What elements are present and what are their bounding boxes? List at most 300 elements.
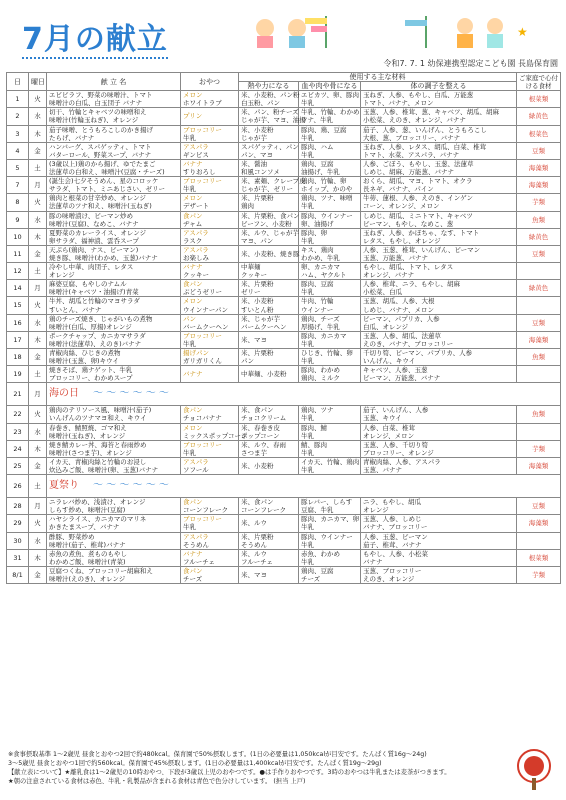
cell-day <box>7 566 29 583</box>
cell-weekday <box>29 331 47 348</box>
cell-heat <box>239 549 299 566</box>
cell-holiday <box>47 383 561 406</box>
cell-menu-text: バターロール、野菜スープ、バナナ <box>49 150 152 159</box>
cell-menu-text: 豆腐つくね、ブロッコリー胡麻和え <box>49 566 153 575</box>
cell-weekday-text: 金 <box>34 249 41 258</box>
cell-body-text: しめじ、バナナ、メロン <box>363 305 435 314</box>
cell-blood-text: 牛乳 <box>301 540 314 549</box>
cell-body <box>361 245 517 262</box>
menu-row <box>7 297 561 314</box>
cell-blood-text: 赤魚、わかめ <box>301 549 340 558</box>
cell-menu-text: ポークチャップ、カニカマサラダ <box>49 331 146 340</box>
cell-body-text: 玉葱、バナナ <box>363 466 402 475</box>
cell-day <box>7 498 29 515</box>
cell-body <box>361 532 517 549</box>
menu-row <box>7 549 561 566</box>
cell-blood-text: 鯖、豚肉 <box>301 440 327 449</box>
cell-snack-text: バームクーヘン <box>183 322 229 331</box>
cell-blood-text: 油揚げ、牛乳 <box>301 168 340 177</box>
cell-weekday <box>29 475 47 498</box>
cell-menu-text: わかめご飯、味噌汁(青菜) <box>49 557 126 566</box>
cell-heat <box>239 498 299 515</box>
cell-body <box>361 440 517 457</box>
menu-row <box>7 125 561 142</box>
cell-body <box>361 280 517 297</box>
cell-heat-text: スパゲッティ、パン <box>241 142 299 151</box>
cell-blood-text: 豚肉、鯖 <box>301 423 327 432</box>
cell-body-text: しめじ、胡麻、万能葱、バナナ <box>363 168 454 177</box>
cell-snack <box>181 515 239 532</box>
cell-body <box>361 159 517 176</box>
cell-blood <box>299 566 361 583</box>
cell-heat-text: 米、醤油 <box>241 159 267 168</box>
cell-blood-text: 厚揚げ、牛乳 <box>301 322 340 331</box>
cell-heat <box>239 211 299 228</box>
cell-weekday <box>29 349 47 366</box>
cell-blood-text: 卵、油揚げ <box>301 219 334 228</box>
cell-notes <box>517 228 561 245</box>
cell-snack-text: アスパラ <box>183 532 209 541</box>
cell-heat <box>239 159 299 176</box>
svg-text:★: ★ <box>517 25 528 39</box>
cell-heat-text: 米、片栗粉、食パン <box>241 211 300 220</box>
cell-notes <box>517 177 561 194</box>
cell-menu-text: 味噌汁(豆腐)、なめこ、バナナ <box>49 219 139 228</box>
menu-row <box>7 440 561 457</box>
cell-menu-text: 酢豚、野菜炒め <box>49 532 95 541</box>
cell-menu <box>47 349 181 366</box>
cell-day-text: 8/1 <box>12 570 23 579</box>
cell-weekday <box>29 498 47 515</box>
cell-snack-text: ぶどうゼリー <box>183 288 222 297</box>
cell-body-text: 玉ねぎ、人参、レタス、胡瓜、白菜、椎茸 <box>363 142 487 151</box>
cell-body <box>361 263 517 280</box>
page-header <box>0 0 566 72</box>
cell-weekday <box>29 549 47 566</box>
cell-blood <box>299 211 361 228</box>
cell-day <box>7 549 29 566</box>
cell-holiday <box>47 475 561 498</box>
cell-body <box>361 211 517 228</box>
cell-notes <box>517 314 561 331</box>
cell-day-text: 24 <box>13 444 22 453</box>
cell-body-text: 白瓜、オレンジ <box>363 322 409 331</box>
cell-blood <box>299 532 361 549</box>
cell-day-text: 10 <box>13 232 22 241</box>
cell-body <box>361 498 517 515</box>
cell-menu-text: ニラレバ炒め、浅漬け、オレンジ <box>49 498 146 507</box>
cell-notes-text: 魚類 <box>532 215 546 224</box>
cell-weekday-text: 木 <box>34 129 41 138</box>
cell-snack-text: ホワイトラブ <box>183 99 222 108</box>
cell-heat <box>239 245 299 262</box>
cell-snack-text: ラスク <box>183 236 203 245</box>
holiday-label: 海の日 <box>49 388 79 400</box>
cell-day-text: 8 <box>15 198 20 207</box>
cell-snack <box>181 91 239 108</box>
cell-snack-text: メロン <box>183 194 203 203</box>
cell-blood-text: キス、鶏肉 <box>301 245 334 254</box>
cell-blood-text: ウインナー <box>301 305 334 314</box>
cell-day <box>7 211 29 228</box>
cell-weekday <box>29 108 47 125</box>
cell-menu-text: 味噌汁(茄子、椎茸)バナナ <box>49 540 126 549</box>
cell-heat-text: 米、小麦粉 <box>241 297 274 306</box>
cell-day-text: 29 <box>13 519 22 528</box>
cell-body-text: キャベツ、人参、玉葱 <box>363 366 428 375</box>
cell-heat <box>239 125 299 142</box>
cell-menu <box>47 515 181 532</box>
cell-snack <box>181 549 239 566</box>
cell-blood <box>299 263 361 280</box>
cell-snack-text: パン <box>183 314 196 323</box>
cell-heat <box>239 228 299 245</box>
footnote-3: 【献立表について】★離乳食は1～2歳児の10時おやつ、下段が3歳以上児のおやつです。●は手作りおやつです。3時のおやつは牛乳または麦茶がつきます。 <box>8 769 451 776</box>
cell-menu-text: 卵サラダ、福神漬、雲呑スープ <box>49 236 139 245</box>
cell-day <box>7 177 29 194</box>
cell-day <box>7 383 29 406</box>
wave-decoration-icon: 〜 〜 〜 〜 〜 〜 <box>93 388 169 400</box>
cell-day-text: 5 <box>15 163 20 172</box>
cell-notes <box>517 440 561 457</box>
cell-snack <box>181 331 239 348</box>
cell-heat <box>239 314 299 331</box>
cell-blood <box>299 91 361 108</box>
menu-row <box>7 349 561 366</box>
cell-notes <box>517 549 561 566</box>
cell-weekday-text: 土 <box>34 163 41 172</box>
cell-notes-text: 芋類 <box>532 570 546 579</box>
cell-snack-text: 食パン <box>183 211 203 220</box>
cell-snack-text: バナナ <box>183 159 203 168</box>
cell-body-text: 千切り筍、ピーマン、パプリカ、人参 <box>363 349 473 357</box>
menu-row <box>7 366 561 383</box>
cell-body-text: 玉葱、人参、椎茸、葱、キャベツ、胡瓜、胡麻 <box>363 108 500 117</box>
cell-weekday <box>29 297 47 314</box>
cell-body-text: バナナ <box>363 557 383 566</box>
cell-menu-text: いんげんのツナマヨ和え、キウイ <box>49 414 147 423</box>
cell-menu <box>47 566 181 583</box>
cell-weekday-text: 木 <box>34 335 41 344</box>
cell-body-text: ピーマン、パプリカ、人参 <box>363 314 440 323</box>
menu-table <box>6 72 561 584</box>
cell-menu-text: 味噌汁(えのき)、オレンジ <box>49 574 126 583</box>
cell-menu-text: オレンジ <box>49 271 75 280</box>
cell-heat <box>239 263 299 280</box>
cell-notes <box>517 159 561 176</box>
cell-menu <box>47 125 181 142</box>
cell-notes-text: 豆類 <box>532 502 546 511</box>
cell-body-text: オレンジ、バナナ <box>363 271 415 280</box>
cell-notes-text: 根菜類 <box>528 95 549 104</box>
cell-body-text: オレンジ、メロン <box>363 431 415 440</box>
cell-snack-text: ヂャム <box>183 219 203 228</box>
cell-snack-text: クッキー <box>183 271 209 280</box>
cell-notes <box>517 366 561 383</box>
cell-menu-text: 味噌汁(玉ねぎ)、オレンジ <box>49 431 126 440</box>
cell-snack-text: 食パン <box>183 280 203 289</box>
cell-snack-text: 牛乳 <box>183 185 196 194</box>
cell-notes-text: 緑黄色 <box>528 284 549 293</box>
cell-blood-text: 牛乳、竹輪、わかめ <box>301 108 360 117</box>
cell-menu <box>47 177 181 194</box>
cell-blood <box>299 177 361 194</box>
cell-heat-text: 米、片栗粉 <box>241 349 274 357</box>
cell-body-text: 人参、ごぼう、もやし、玉葱、法蓮草 <box>363 159 474 168</box>
cell-blood <box>299 515 361 532</box>
cell-blood <box>299 314 361 331</box>
cell-heat-text: 白玉粉、パン <box>241 99 280 108</box>
cell-heat-text: 米、ルウ <box>241 519 267 528</box>
cell-snack <box>181 211 239 228</box>
cell-snack-text: ソフール <box>183 466 209 475</box>
cell-weekday <box>29 314 47 331</box>
cell-body-text: 玉葱、人参、胡瓜、法蓮草 <box>363 331 441 340</box>
cell-body-text: おくら、胡瓜、マヨ、トマト、オクラ <box>363 177 473 186</box>
holiday-label: 夏祭り <box>49 480 79 492</box>
cell-heat-text: 米、素麺、クレープ皮 <box>241 177 306 186</box>
cell-blood <box>299 366 361 383</box>
cell-body-text: 茄子、人参、葱、いんげん、とうもろこし <box>363 125 487 134</box>
cell-heat-text: フルーチェ <box>241 557 274 566</box>
cell-snack-text: アスパラ <box>183 228 209 237</box>
cell-heat-text: 米、じゃが芋 <box>241 314 280 323</box>
cell-snack-text: バナナ <box>183 549 203 558</box>
cell-snack-text: 牛乳 <box>183 133 196 142</box>
cell-day-text: 7 <box>15 181 20 190</box>
footnote-4: ★朝の注意されている食材は赤色、牛乳・乳製品が含まれる食材は青色で色分けしています。 (担当 上戸) <box>8 778 306 785</box>
cell-snack-text: 揚げパン <box>183 349 209 357</box>
cell-menu-text: (3歳以上)鶏のから揚げ、ゆでたまご <box>49 159 156 168</box>
cell-body-text: ピーマン、万能葱、バナナ <box>363 374 441 383</box>
cell-menu <box>47 498 181 515</box>
cell-day-text: 15 <box>13 301 22 310</box>
cell-snack-text: 牛乳 <box>183 448 196 457</box>
col-body: 体の調子を整える <box>361 82 517 91</box>
cell-heat <box>239 457 299 474</box>
cell-heat-text: 中華麺、小麦粉 <box>241 370 287 379</box>
cell-snack <box>181 566 239 583</box>
cell-day-text: 12 <box>13 267 22 276</box>
cell-weekday <box>29 515 47 532</box>
cell-snack <box>181 177 239 194</box>
cell-day <box>7 159 29 176</box>
menu-row <box>7 383 561 406</box>
cell-heat-text: 米、片栗粉 <box>241 280 274 289</box>
cell-weekday-text: 土 <box>34 370 41 379</box>
cell-weekday <box>29 125 47 142</box>
cell-notes <box>517 108 561 125</box>
footnote-1: ※食事摂取基準 1～2歳児 昼食とおやつ2回で約480kcal。保育園で50%摂取します。(1日の必要量は1,050kcalが目安です。たんぱく質16g～24g) <box>8 751 427 758</box>
cell-heat-text: じゃが芋 <box>241 133 267 142</box>
cell-weekday-text: 水 <box>34 318 41 327</box>
cell-body-text: 玉ねぎ、人参、かぼちゃ、なす、トマト <box>363 228 480 237</box>
cell-day <box>7 314 29 331</box>
cell-weekday <box>29 177 47 194</box>
cell-day-text: 30 <box>13 536 22 545</box>
cell-notes <box>517 331 561 348</box>
menu-row <box>7 314 561 331</box>
menu-row <box>7 515 561 532</box>
cell-body <box>361 515 517 532</box>
cell-heat <box>239 440 299 457</box>
col-menu: 献 立 名 <box>47 73 181 91</box>
cell-weekday <box>29 142 47 159</box>
cell-body <box>361 406 517 423</box>
cell-heat <box>239 108 306 125</box>
cell-heat-text: 米、小麦粉 <box>241 125 274 134</box>
cell-weekday-text: 火 <box>34 301 41 310</box>
cell-blood-text: 鶏肉、豆腐 <box>301 566 334 575</box>
cell-menu-text: 味噌汁(さつま芋)、オレンジ <box>49 448 132 457</box>
cell-body <box>361 549 517 566</box>
cell-snack-text: お楽しみ <box>183 253 209 262</box>
cell-menu-text: 赤魚の煮魚、煮ものもやし <box>49 549 127 558</box>
cell-body <box>361 194 517 211</box>
cell-blood-text: 牛乳 <box>301 466 314 475</box>
cell-blood-text: 鶏肉、チーズ <box>301 314 340 323</box>
cell-heat <box>239 532 299 549</box>
cell-blood-text: 卵、カニカマ <box>301 263 340 272</box>
cell-snack-text: 食パン <box>183 498 203 507</box>
cell-day <box>7 263 29 280</box>
cell-blood <box>299 159 361 176</box>
cell-body-text: 玉葱、ブロッコリー <box>363 566 422 575</box>
cell-weekday <box>29 211 47 228</box>
cell-day <box>7 108 29 125</box>
cell-snack-text: そうめん <box>183 540 209 549</box>
children-illustration-icon <box>256 16 528 48</box>
cell-day-text: 17 <box>13 335 22 344</box>
cell-menu-text: 切干、竹輪とキャベツの味噌和え <box>49 108 147 117</box>
cell-notes <box>517 566 561 583</box>
cell-notes <box>517 297 561 314</box>
cell-snack <box>181 297 239 314</box>
cell-menu <box>47 406 181 423</box>
cell-heat-text: パン、マヨ <box>241 150 273 159</box>
cell-blood <box>299 498 361 515</box>
cell-body-text: もやし、人参、小松菜 <box>363 549 428 558</box>
menu-row <box>7 177 561 194</box>
cell-menu <box>47 314 181 331</box>
cell-menu <box>47 108 181 125</box>
cell-snack-text: メロン <box>183 297 203 306</box>
cell-blood-text: 豆腐、牛乳 <box>301 506 334 515</box>
cell-day <box>7 280 29 297</box>
cell-snack-text: 牛乳 <box>183 339 196 348</box>
cell-heat-text: じゃが芋、マヨ、油揚 <box>241 116 306 125</box>
cell-snack-text: プリン <box>183 112 203 121</box>
cell-weekday-text: 月 <box>34 502 41 511</box>
cell-heat-text: 米、ルウ、じゃが芋 <box>241 228 299 237</box>
cell-blood-text: 牛乳 <box>301 523 314 532</box>
cell-menu <box>47 159 181 176</box>
cell-notes <box>517 125 561 142</box>
cell-day-text: 25 <box>13 461 22 470</box>
cell-heat-text: ゼリー <box>241 288 261 297</box>
cell-snack <box>181 440 239 457</box>
cell-blood-text: 牛乳 <box>301 202 314 211</box>
cell-menu-text: 味噌汁の白瓜、白玉団子 バナナ <box>49 99 143 108</box>
cell-menu-text: (誕生会)七夕そうめん、星のコロッケ <box>49 177 159 186</box>
cell-day <box>7 228 29 245</box>
cell-blood-text: 牛肉、竹輪 <box>301 297 334 306</box>
cell-body-text: 小松菜、白瓜 <box>363 288 402 297</box>
cell-day-text: 28 <box>13 502 22 511</box>
cell-snack-text: ガリガリくん <box>183 357 222 366</box>
cell-heat-text: 中華麺 <box>241 263 261 272</box>
cell-body-text: ニラ、もやし、胡瓜 <box>363 498 421 507</box>
cell-heat-text: クッキー <box>241 271 267 280</box>
cell-day <box>7 457 29 474</box>
cell-notes <box>517 349 561 366</box>
cell-body-text: 人参、白菜、椎茸 <box>363 423 415 432</box>
cell-menu-text: 法蓮草の白和え、味噌汁(豆腐・チーズ) <box>49 168 165 177</box>
cell-day-text: 2 <box>15 112 20 121</box>
cell-heat <box>239 423 299 440</box>
cell-notes-text: 根菜類 <box>528 553 549 562</box>
cell-blood-text: 豚肉、カニカマ <box>301 331 347 340</box>
cell-blood-text: 鶏肉、ツナ、味噌 <box>301 194 353 203</box>
cell-notes-text: 海藻類 <box>528 519 549 528</box>
col-notes: ご家庭で心付ける食材 <box>517 73 561 91</box>
cell-body-text: 玉葱、人参、しめじ <box>363 515 422 524</box>
cell-weekday <box>29 532 47 549</box>
cell-day-text: 19 <box>13 370 22 379</box>
cell-blood <box>299 423 361 440</box>
cell-menu <box>47 366 181 383</box>
cell-weekday-text: 水 <box>34 536 41 545</box>
cell-heat <box>239 366 299 383</box>
cell-body-text: いんげん、キウイ <box>363 357 416 366</box>
cell-body-text: 玉葱、人参、千切り筍 <box>363 440 428 449</box>
col-main-group: 使用する主な材料 <box>239 73 517 82</box>
cell-menu-text: イカ天、青椒肉絲と竹輪のお浸し <box>49 457 147 466</box>
cell-weekday-text: 水 <box>34 427 41 436</box>
cell-notes-text: 豆類 <box>532 318 546 327</box>
cell-weekday-text: 金 <box>34 461 41 470</box>
cell-snack <box>181 263 239 280</box>
cell-weekday-text: 金 <box>34 353 41 362</box>
cell-body <box>361 125 517 142</box>
menu-row <box>7 532 561 549</box>
cell-heat-text: 米、小麦粉、パン粉 <box>241 91 300 100</box>
cell-menu-text: ブロッコリー、わかめスープ <box>49 374 133 383</box>
cell-weekday <box>29 440 47 457</box>
cell-blood-text: イカ天、竹輪、鶏肉 <box>301 457 360 466</box>
cell-snack-text: アスパラ <box>183 457 209 466</box>
cell-notes <box>517 406 561 423</box>
cell-notes <box>517 91 561 108</box>
col-blood: 血や肉や骨になる <box>299 82 361 91</box>
cell-body-text: 茄子、いんげん、人参 <box>363 406 429 415</box>
cell-menu <box>47 280 181 297</box>
cell-blood-text: チーズ <box>301 574 321 583</box>
cell-notes <box>517 280 561 297</box>
col-day: 日 <box>7 73 29 91</box>
footnote-2: 3～5歳児 昼食とおやつ1回で約560kcal。保育園で45%摂取します。(1日の必要量は1,400kcalが目安です。たんぱく質19g～29g) <box>8 760 382 767</box>
cell-heat-text: ポップコーン <box>241 431 280 440</box>
cell-heat-text: 鶏肉 <box>241 202 254 211</box>
cell-menu <box>47 423 181 440</box>
cell-menu-text: たらげ、バナナ <box>49 133 95 142</box>
cell-menu <box>47 91 181 108</box>
cell-day <box>7 366 29 383</box>
cell-body-text: 人参、椎茸、ニラ、もやし、胡麻 <box>363 280 460 289</box>
cell-blood <box>299 297 361 314</box>
cell-menu <box>47 194 181 211</box>
menu-row <box>7 498 561 515</box>
